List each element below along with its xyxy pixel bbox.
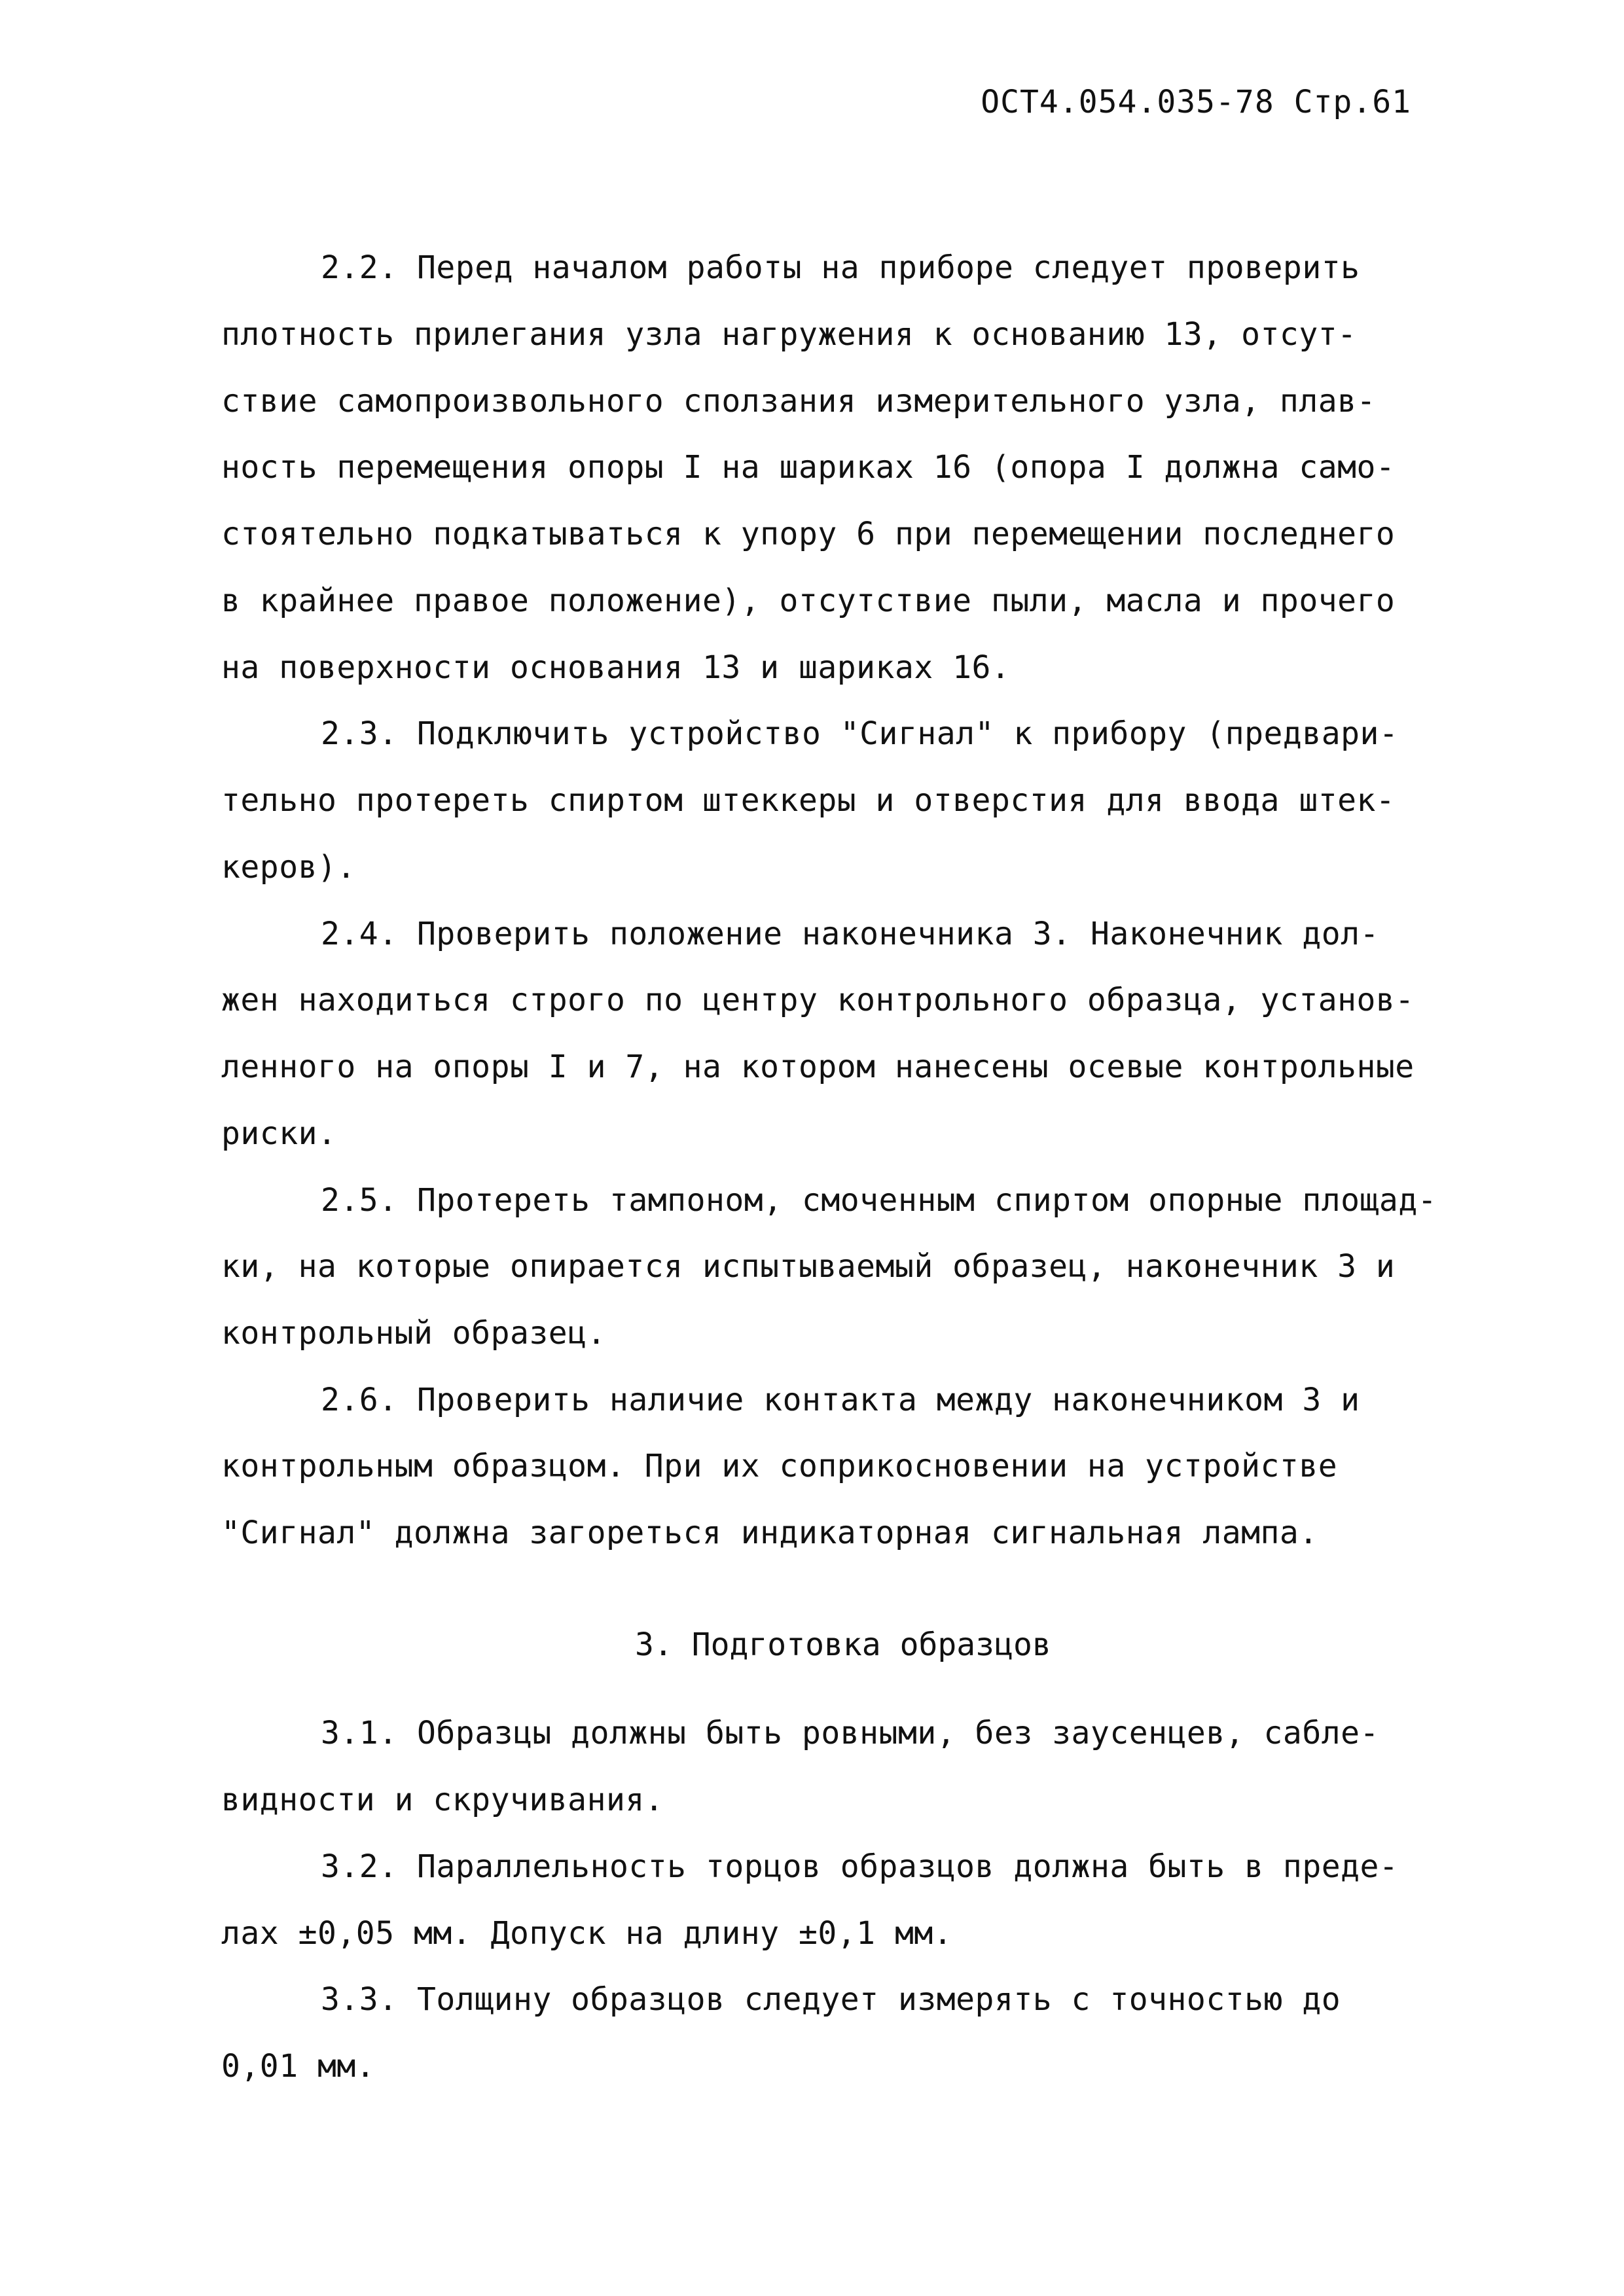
- paragraph-2-6-line-1: 2.6. Проверить наличие контакта между наконечником 3 и: [321, 1382, 1360, 1418]
- paragraph-2-4-line-3: ленного на опоры I и 7, на котором нанесены осевые контрольные: [221, 1049, 1415, 1085]
- paragraph-2-2-line-1: 2.2. Перед началом работы на приборе следует проверить: [321, 249, 1360, 286]
- paragraph-2-5-line-2: ки, на которые опирается испытываемый образец, наконечник 3 и: [221, 1248, 1396, 1285]
- paragraph-2-4-line-4: риски.: [221, 1115, 337, 1152]
- paragraph-2-5-line-1: 2.5. Протереть тампоном, смоченным спиртом опорные площад-: [321, 1182, 1437, 1219]
- page-header: ОСТ4.054.035-78 Стр.61: [981, 84, 1411, 120]
- paragraph-3-1-line-1: 3.1. Образцы должны быть ровными, без заусенцев, сабле-: [321, 1715, 1379, 1751]
- paragraph-2-2-line-2: плотность прилегания узла нагружения к основанию 13, отсут-: [221, 316, 1357, 353]
- paragraph-2-3-line-1: 2.3. Подключить устройство "Сигнал" к прибору (предвари-: [321, 715, 1399, 752]
- paragraph-3-3-line-2: 0,01 мм.: [221, 2048, 376, 2085]
- paragraph-2-4-line-1: 2.4. Проверить положение наконечника 3. Наконечник дол-: [321, 916, 1379, 952]
- paragraph-2-2-line-3: ствие самопроизвольного сползания измерительного узла, плав-: [221, 383, 1376, 420]
- paragraph-2-6-line-3: "Сигнал" должна загореться индикаторная сигнальная лампа.: [221, 1515, 1318, 1551]
- paragraph-2-3-line-3: керов).: [221, 849, 356, 886]
- paragraph-2-3-line-2: тельно протереть спиртом штеккеры и отверстия для ввода штек-: [221, 782, 1396, 819]
- paragraph-2-2-line-5: стоятельно подкатываться к упору 6 при перемещении последнего: [221, 516, 1396, 552]
- paragraph-2-2-line-4: ность перемещения опоры I на шариках 16 (опора I должна само-: [221, 449, 1396, 486]
- paragraph-2-2-line-6: в крайнее правое положение), отсутствие пыли, масла и прочего: [221, 583, 1396, 619]
- paragraph-3-2-line-1: 3.2. Параллельность торцов образцов должна быть в преде-: [321, 1848, 1399, 1885]
- paragraph-3-2-line-2: лах ±0,05 мм. Допуск на длину ±0,1 мм.: [221, 1915, 953, 1952]
- paragraph-2-6-line-2: контрольным образцом. При их соприкосновении на устройстве: [221, 1448, 1338, 1484]
- paragraph-3-1-line-2: видности и скручивания.: [221, 1782, 664, 1818]
- paragraph-2-5-line-3: контрольный образец.: [221, 1315, 606, 1352]
- section-3-heading: 3. Подготовка образцов: [635, 1626, 1051, 1663]
- paragraph-2-4-line-2: жен находиться строго по центру контрольного образца, установ-: [221, 982, 1415, 1018]
- paragraph-3-3-line-1: 3.3. Толщину образцов следует измерять с точностью до: [321, 1981, 1341, 2018]
- paragraph-2-2-line-7: на поверхности основания 13 и шариках 16.: [221, 649, 1011, 686]
